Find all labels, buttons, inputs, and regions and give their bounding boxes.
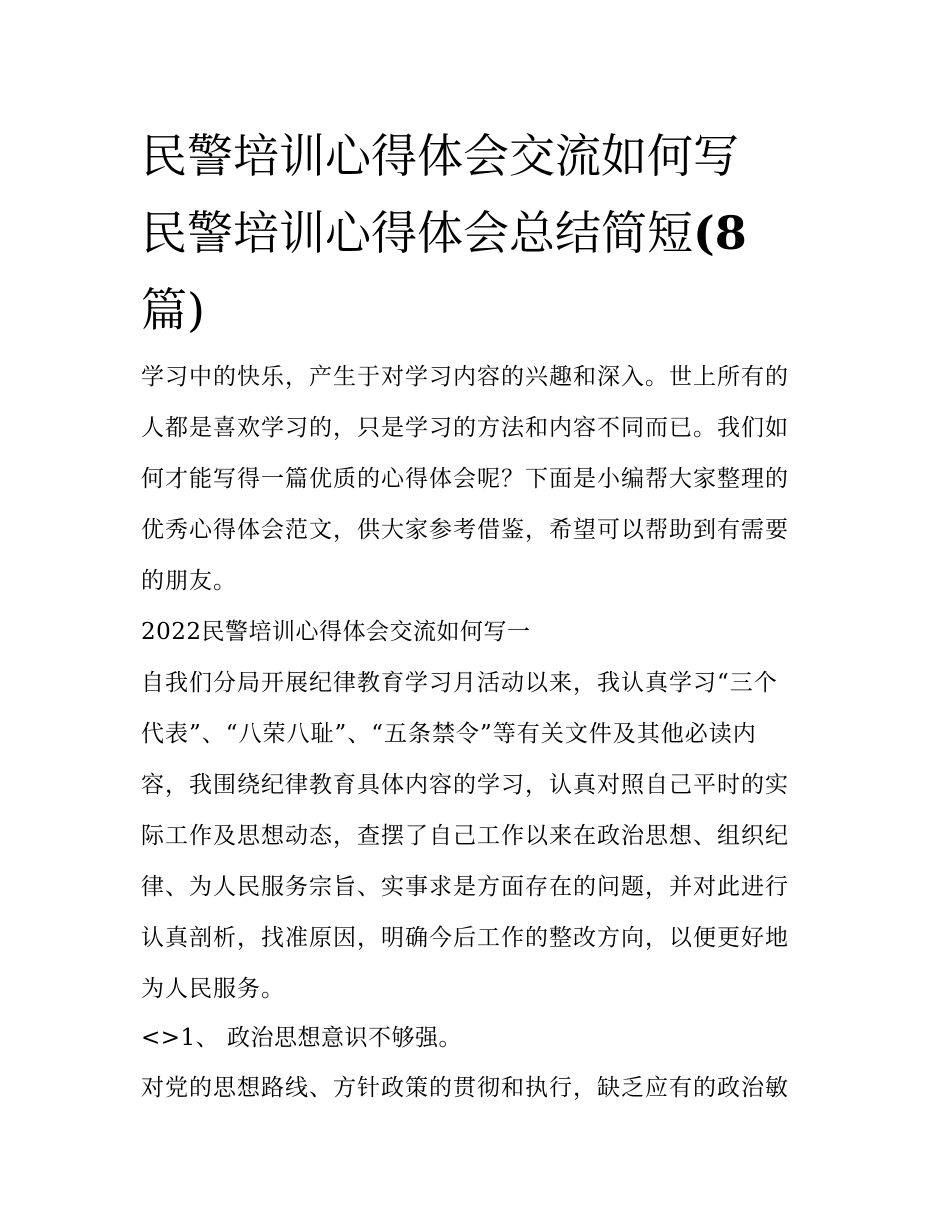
section-body-line: 认真剖析，找准原因，明确今后工作的整改方向，以便更好地 [141,925,789,951]
section-heading: 2022民警培训心得体会交流如何写一 [141,619,531,645]
section-body-line: 际工作及思想动态，查摆了自己工作以来在政治思想、组织纪 [141,823,789,849]
title-line-3: 篇) [141,283,205,337]
section-body-paragraph [141,658,821,1015]
section-body-line: 为人民服务。 [141,976,285,1002]
intro-line: 何才能写得一篇优质的心得体会呢？下面是小编帮大家整理的 [141,466,789,492]
point-1-body-paragraph [141,1063,821,1114]
title-line-2-text: 民警培训心得体会总结简短 [141,206,693,260]
section-body-line: 自我们分局开展纪律教育学习月活动以来，我认真学习“三个 [141,670,778,696]
section-body-line: 代表”、“八荣八耻”、“五条禁令”等有关文件及其他必读内 [141,721,757,747]
section-body-line: 容，我围绕纪律教育具体内容的学习，认真对照自己平时的实 [141,772,789,798]
intro-line: 优秀心得体会范文，供大家参考借鉴，希望可以帮助到有需要 [141,517,789,543]
point-1-body-line: 对党的思想路线、方针政策的贯彻和执行，缺乏应有的政治敏 [141,1075,789,1101]
intro-line: 学习中的快乐，产生于对学习内容的兴趣和深入。世上所有的 [141,364,789,390]
title-line-2-suffix: (8 [693,206,747,260]
document-title [141,118,821,349]
title-line-2 [141,195,821,272]
point-1-heading: <>1、 政治思想意识不够强。 [141,1025,462,1051]
intro-paragraph [141,352,821,607]
section-body-line: 律、为人民服务宗旨、实事求是方面存在的问题，并对此进行 [141,874,789,900]
intro-line: 人都是喜欢学习的，只是学习的方法和内容不同而已。我们如 [141,415,789,441]
title-line-1: 民警培训心得体会交流如何写 [141,129,739,183]
intro-line: 的朋友。 [141,568,237,594]
